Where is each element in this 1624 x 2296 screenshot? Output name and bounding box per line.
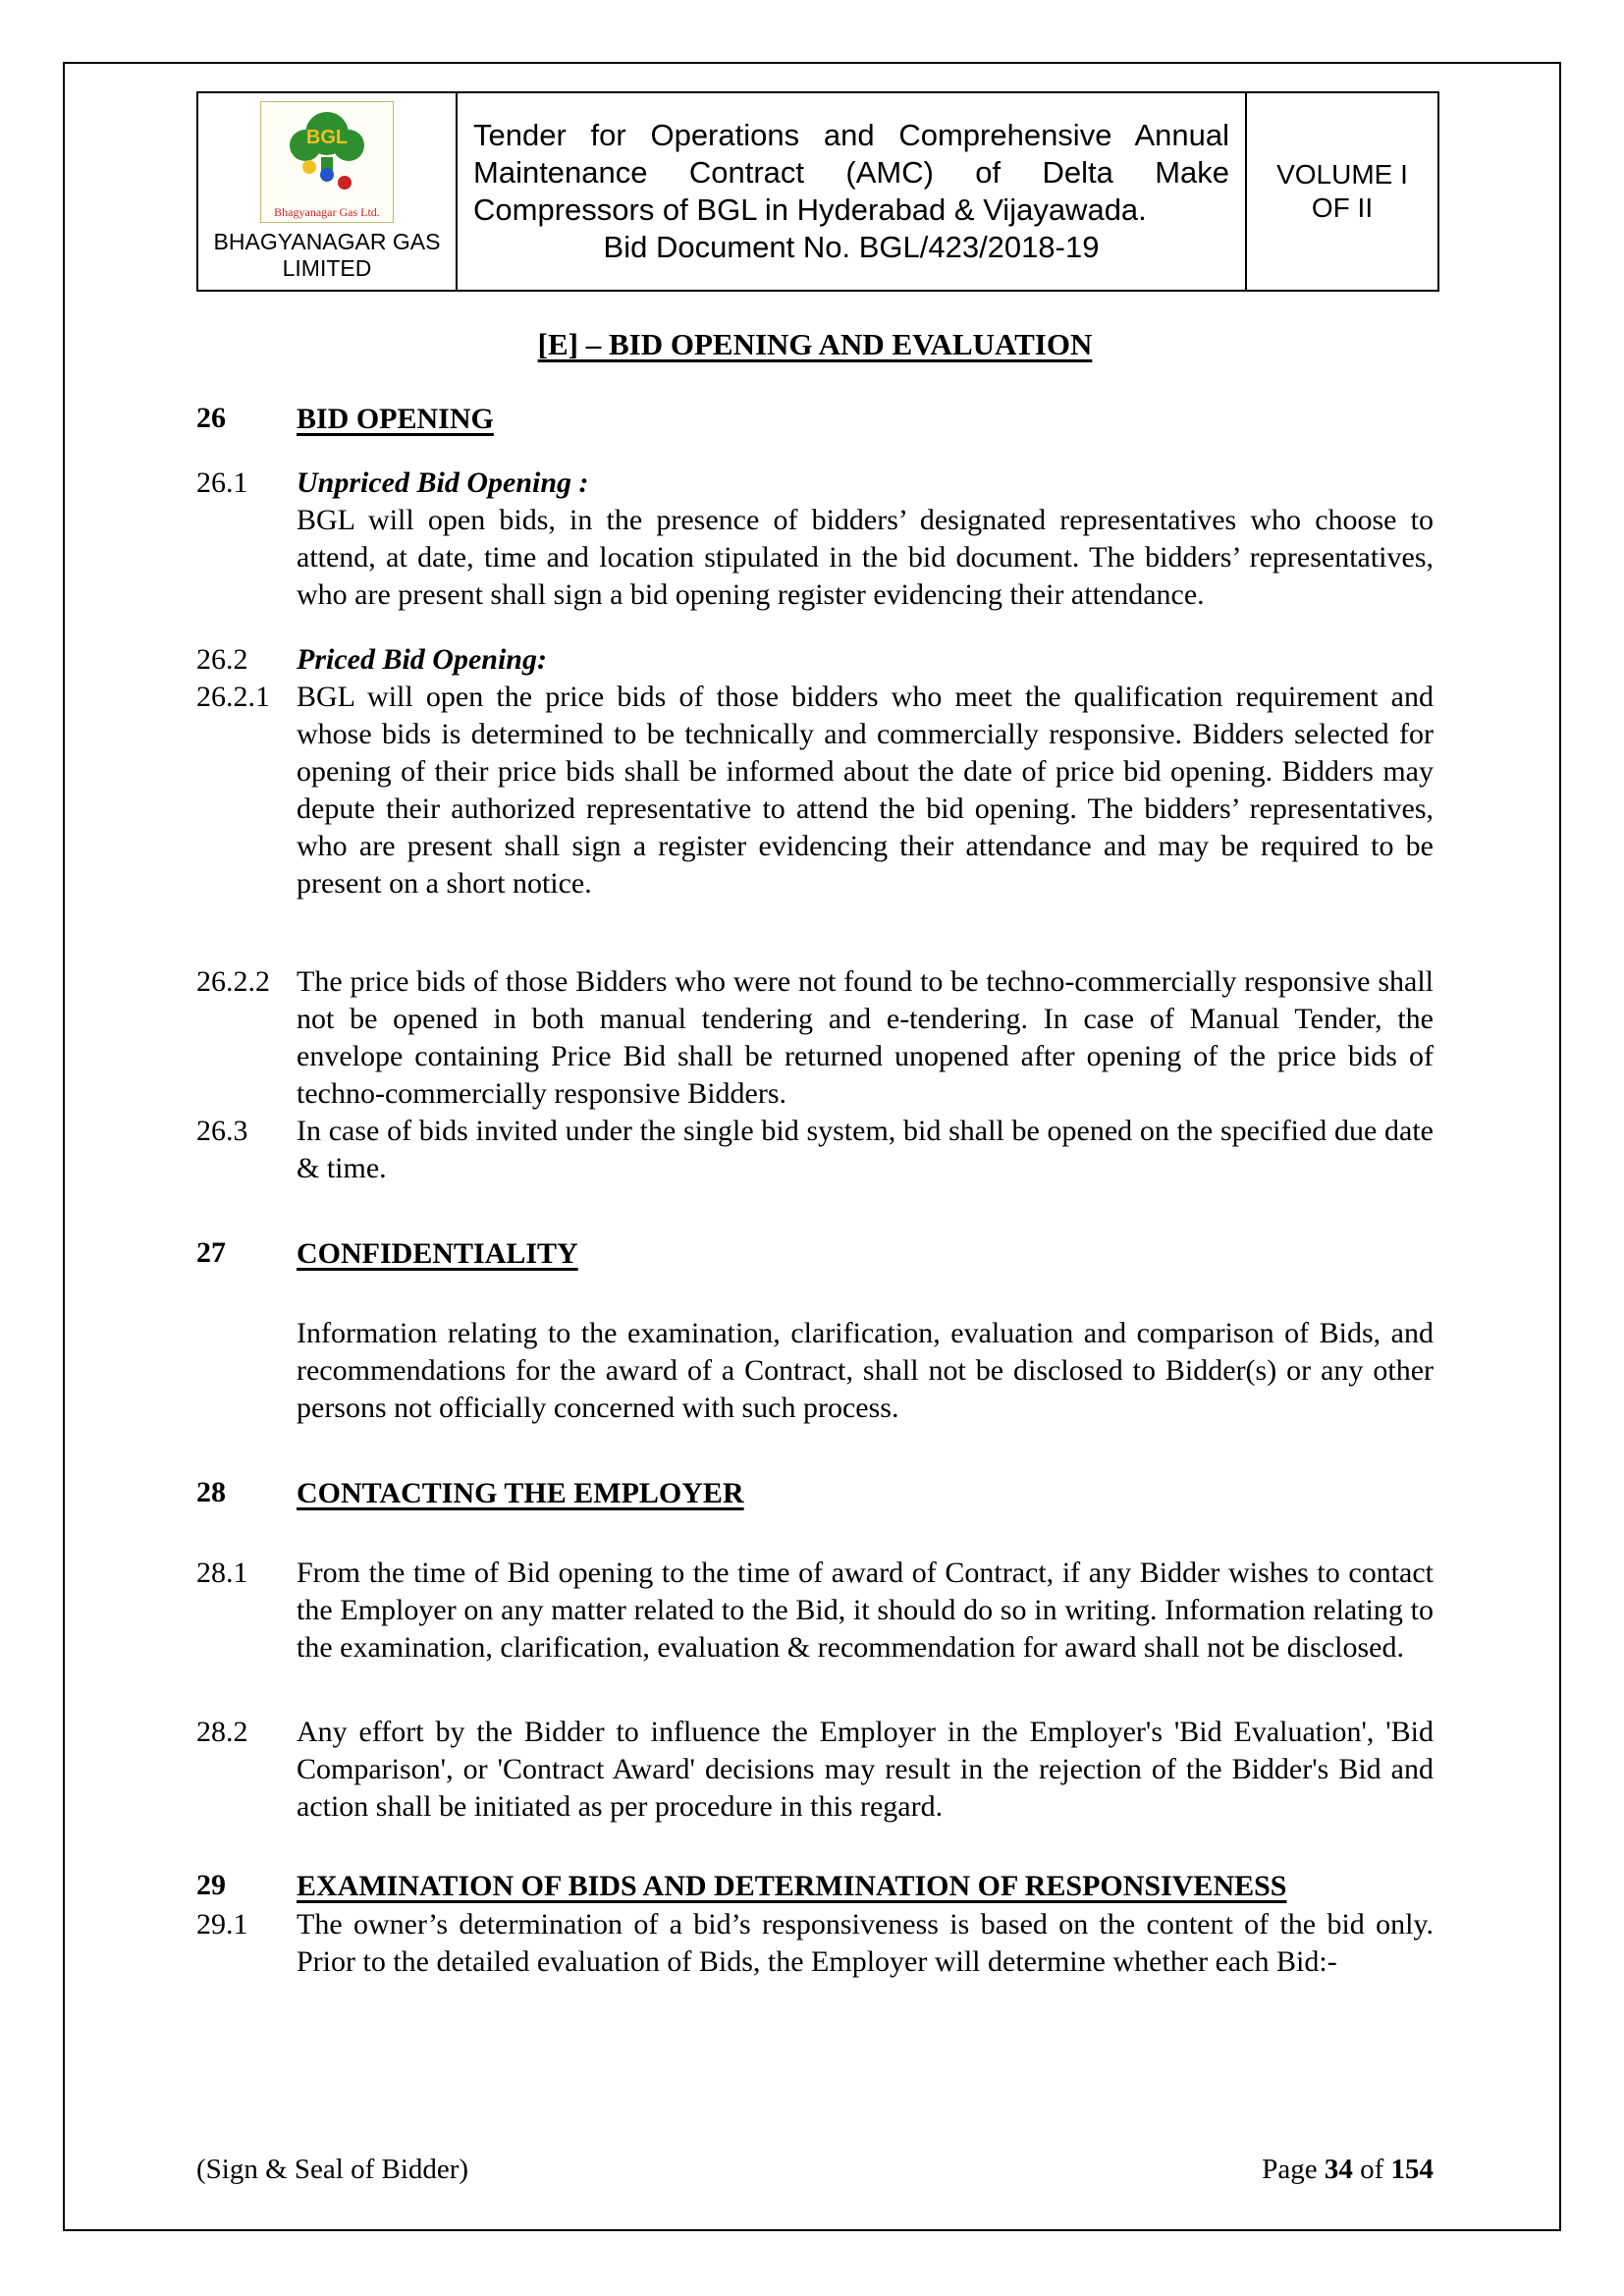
page-label: Page [1262,2154,1318,2185]
clause-28-1 [196,1555,1434,1667]
bid-document-number: Bid Document No. BGL/423/2018-19 [603,230,1100,264]
sign-seal-note: (Sign & Seal of Bidder) [196,2154,469,2185]
clause-body: Any effort by the Bidder to influence the Employer in the Employer's 'Bid Evaluation', 'Bid Comparison', or 'Contract Award' decisions may result in the rejection of the Bidder's Bid and action shall be initiated as per procedure in this regard. [297,1716,1434,1823]
clause-27-body [196,1315,1434,1427]
org-name [204,229,450,282]
page-content [65,64,1559,2229]
section-title: EXAMINATION OF BIDS AND DETERMINATION OF RESPONSIVENESS [297,1870,1287,1902]
page-footer [196,2154,1434,2186]
clause-26-2-2 [196,963,1434,1113]
clause-body: From the time of Bid opening to the time of award of Contract, if any Bidder wishes to contact the Employer on any matter related to the Bid, it should do so in writing. Information relating to the examination, clarification, evaluation & recommendation for award shall not be disclosed. [297,1557,1434,1664]
page-number: 34 [1324,2154,1353,2185]
of-label: of [1360,2154,1384,2185]
section-28-heading [196,1474,1434,1513]
clause-26-3 [196,1113,1434,1187]
clause-number [196,1315,297,1427]
clause-29-1 [196,1906,1434,1981]
logo-cell [197,92,457,291]
clause-number: 28.1 [196,1557,248,1589]
bgl-logo-icon [264,106,390,200]
clause-title: Priced Bid Opening: [297,643,547,676]
clause-28-2 [196,1714,1434,1826]
section-29-heading [196,1867,1434,1906]
clause-number: 28.2 [196,1716,248,1748]
section-number: 28 [196,1476,226,1508]
section-title: BID OPENING [297,403,494,435]
clause-number: 29.1 [196,1908,248,1941]
section-number: 27 [196,1236,226,1269]
org-name-line1: BHAGYANAGAR GAS [213,229,441,254]
section-title: CONTACTING THE EMPLOYER [297,1477,744,1509]
bgl-logo [260,101,394,223]
page-border [63,62,1561,2231]
header-table [196,91,1439,292]
volume-line1: VOLUME I [1276,159,1408,190]
clause-number: 26.3 [196,1115,248,1147]
clause-number: 26.2.1 [196,681,270,713]
section-number: 26 [196,402,226,434]
section-title: CONFIDENTIALITY [297,1237,578,1270]
clause-26-1 [196,465,1434,614]
page-title: [E] – BID OPENING AND EVALUATION [537,327,1093,361]
org-name-line2: LIMITED [282,255,372,281]
clause-body: Information relating to the examination, clarification, evaluation and comparison of Bids, and recommendations for the award of a Contract, shall not be disclosed to Bidder(s) or any other persons not officially concerned with such process. [297,1317,1434,1424]
clause-number: 26.2.2 [196,965,270,998]
clause-body: BGL will open the price bids of those bidders who meet the qualification requirement and whose bids is determined to be technically and commercially responsive. Bidders selected for opening of their price bids shall be informed about the date of price bid opening. Bidders may depute their authorized representative to attend the bid opening. The bidders’ representatives, who are present shall sign a register evidencing their attendance and may be required to be present on a short notice. [297,681,1434,900]
volume-line2: OF II [1311,192,1374,223]
clause-body: The price bids of those Bidders who were not found to be techno-commercially responsive shall not be opened in both manual tendering and e-tendering. In case of Manual Tender, the envelope containing Price Bid shall be returned unopened after opening of the price bids of techno-commercially responsive Bidders. [297,965,1434,1110]
tender-title-cell [457,92,1246,291]
clause-body: The owner’s determination of a bid’s responsiveness is based on the content of the bid only. Prior to the detailed evaluation of Bids, the Employer will determine whether each Bid:- [297,1908,1434,1978]
page-total: 154 [1390,2154,1434,2185]
volume-cell [1246,92,1438,291]
clause-body: BGL will open bids, in the presence of bidders’ designated representatives who choose to attend, at date, time and location stipulated in the bid document. The bidders’ representatives, who are present shall sign a bid opening register evidencing their attendance. [297,504,1434,611]
tender-title: Tender for Operations and Comprehensive Annual Maintenance Contract (AMC) of Delta Make Compressors of BGL in Hyderabad & Vijayawada. [473,118,1229,227]
section-27-heading [196,1234,1434,1274]
section-26-heading [196,400,1434,439]
clause-title: Unpriced Bid Opening : [297,466,589,499]
section-number: 29 [196,1869,226,1901]
clause-26-2 [196,641,1434,679]
clause-number: 26.1 [196,466,248,499]
clause-body: In case of bids invited under the single bid system, bid shall be opened on the specified due date & time. [297,1115,1434,1184]
clause-26-2-1 [196,679,1434,902]
page-number-info [1262,2154,1434,2186]
svg-text:BGL: BGL [305,127,349,148]
logo-tagline: Bhagyanagar Gas Ltd. [274,205,380,219]
clause-number: 26.2 [196,643,248,676]
